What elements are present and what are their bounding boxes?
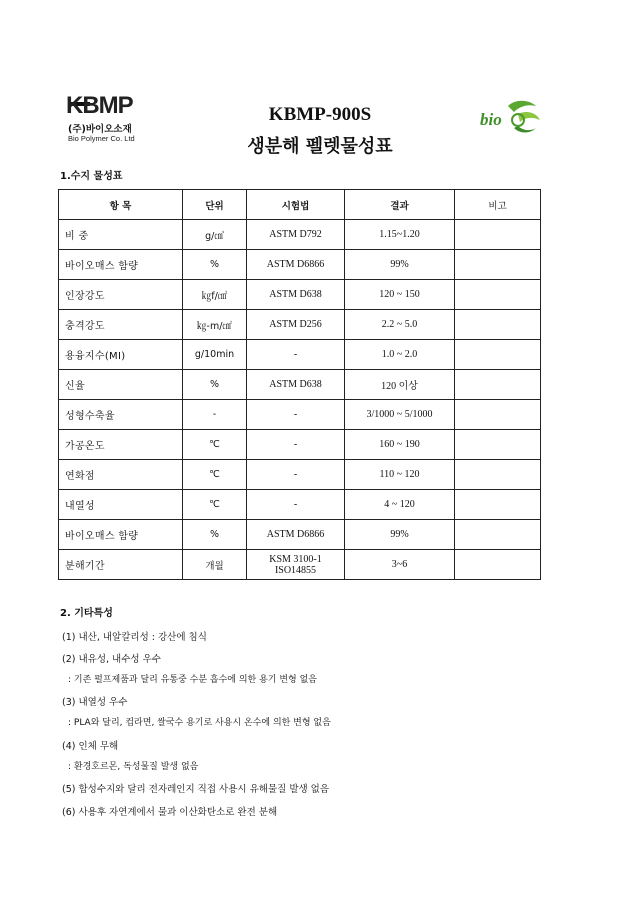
row-item: 신율	[59, 370, 183, 400]
row-note	[455, 340, 541, 370]
row-method: ASTM D6866	[247, 250, 345, 280]
row-note	[455, 310, 541, 340]
row-note	[455, 220, 541, 250]
row-unit: 개월	[183, 550, 247, 580]
row-method: -	[247, 400, 345, 430]
row-item: 분해기간	[59, 550, 183, 580]
row-method: ASTM D792	[247, 220, 345, 250]
row-result: 120 이상	[345, 370, 455, 400]
row-note	[455, 490, 541, 520]
row-note	[455, 550, 541, 580]
bio-logo	[478, 98, 542, 142]
row-unit: ㎏-m/㎠	[183, 310, 247, 340]
row-item: 비 중	[59, 220, 183, 250]
header-unit: 단위	[183, 190, 247, 220]
row-item: 인장강도	[59, 280, 183, 310]
row-item: 바이오매스 함량	[59, 250, 183, 280]
header-method: 시험법	[247, 190, 345, 220]
row-method: ASTM D638	[247, 280, 345, 310]
row-method: -	[247, 430, 345, 460]
row-unit: %	[183, 250, 247, 280]
row-item: 충격강도	[59, 310, 183, 340]
row-method: ASTM D256	[247, 310, 345, 340]
row-method: -	[247, 490, 345, 520]
row-method: ASTM D638	[247, 370, 345, 400]
table-row	[59, 550, 541, 580]
row-note	[455, 250, 541, 280]
row-method: ASTM D6866	[247, 520, 345, 550]
row-result: 110 ~ 120	[345, 460, 455, 490]
row-result: 160 ~ 190	[345, 430, 455, 460]
row-note	[455, 400, 541, 430]
note-5: (5) 합성수지와 달리 전자레인지 직접 사용시 유해물질 발생 없음	[62, 784, 330, 795]
logo-brand: KBMP	[66, 92, 133, 119]
table-row	[59, 370, 541, 400]
table-row	[59, 520, 541, 550]
row-item: 바이오매스 함량	[59, 520, 183, 550]
note-1: (1) 내산, 내알칼리성 : 강산에 침식	[62, 632, 207, 643]
row-note	[455, 280, 541, 310]
note-4-detail: : 환경호르몬, 독성물질 발생 없음	[68, 762, 199, 772]
header-result: 결과	[345, 190, 455, 220]
table-row	[59, 220, 541, 250]
row-item: 용융지수(MI)	[59, 340, 183, 370]
row-result: 99%	[345, 520, 455, 550]
row-result: 120 ~ 150	[345, 280, 455, 310]
row-method: -	[247, 460, 345, 490]
bio-logo-text: bio	[480, 110, 502, 129]
row-unit: ℃	[183, 460, 247, 490]
row-note	[455, 520, 541, 550]
row-unit: %	[183, 370, 247, 400]
row-method: -	[247, 340, 345, 370]
row-unit: ℃	[183, 430, 247, 460]
page-title: KBMP-900S	[268, 104, 372, 125]
row-unit: -	[183, 400, 247, 430]
page-subtitle: 생분해 펠렛물성표	[247, 136, 393, 157]
row-note	[455, 430, 541, 460]
header-item: 항 목	[59, 190, 183, 220]
row-result: 2.2 ~ 5.0	[345, 310, 455, 340]
row-note	[455, 460, 541, 490]
row-unit: ℃	[183, 490, 247, 520]
table-row	[59, 280, 541, 310]
row-result: 1.0 ~ 2.0	[345, 340, 455, 370]
table-row	[59, 460, 541, 490]
row-item: 성형수축율	[59, 400, 183, 430]
note-2: (2) 내유성, 내수성 우수	[62, 654, 161, 665]
table-header-row	[59, 190, 541, 220]
row-item: 가공온도	[59, 430, 183, 460]
table-row	[59, 250, 541, 280]
header-note: 비고	[455, 190, 541, 220]
row-method: KSM 3100-1 ISO14855	[247, 550, 345, 580]
note-4: (4) 인체 무해	[62, 741, 119, 752]
row-unit: %	[183, 520, 247, 550]
row-result: 3~6	[345, 550, 455, 580]
logo-company-kr: (주)바이오소재	[68, 124, 132, 135]
table-row	[59, 430, 541, 460]
properties-table	[58, 189, 541, 580]
table-row	[59, 310, 541, 340]
row-result: 1.15~1.20	[345, 220, 455, 250]
row-note	[455, 370, 541, 400]
row-item: 연화점	[59, 460, 183, 490]
row-unit: ㎏f/㎠	[183, 280, 247, 310]
note-6: (6) 사용후 자연계에서 물과 이산화탄소로 완전 분해	[62, 807, 278, 818]
table-row	[59, 340, 541, 370]
table-row	[59, 490, 541, 520]
note-3: (3) 내열성 우수	[62, 697, 128, 708]
row-result: 4 ~ 120	[345, 490, 455, 520]
note-3-detail: : PLA와 달리, 컵라면, 쌀국수 용기로 사용시 온수에 의한 변형 없음	[68, 718, 331, 728]
row-unit: g/㎤	[183, 220, 247, 250]
row-item: 내열성	[59, 490, 183, 520]
table-row	[59, 400, 541, 430]
section-heading-2: 2. 기타특성	[60, 608, 113, 619]
row-unit: g/10min	[183, 340, 247, 370]
logo-company-en: Bio Polymer Co. Ltd	[68, 134, 135, 143]
section-heading-1: 1.수지 물성표	[60, 171, 123, 182]
note-2-detail: : 기존 펄프제품과 달리 유통중 수분 흡수에 의한 용기 변형 없음	[68, 675, 317, 685]
row-result: 99%	[345, 250, 455, 280]
row-result: 3/1000 ~ 5/1000	[345, 400, 455, 430]
